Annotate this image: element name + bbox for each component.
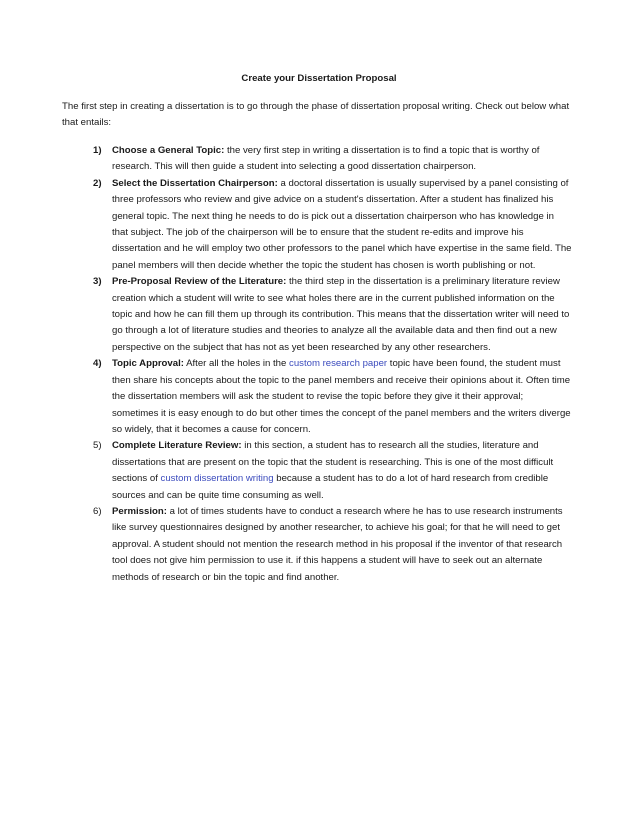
item-number: 5) bbox=[93, 440, 102, 452]
document-title: Create your Dissertation Proposal bbox=[241, 73, 397, 84]
item-text: in this section, a student has to research all the studies, literature and dissertations that are present on the topic that the student is researching. This is one of the most difficult sections of bbox=[112, 440, 554, 485]
item-text: a doctoral dissertation is usually supervised by a panel consisting of three professors who review and give advice on a student's dissertation. After a student has finalized his general topic. The next thing he needs to do is pick out a dissertation chairperson who has knowledge in that subject. The job of the chairperson will be to ensure that the student re-edits and improve his dissertation and he will employ two other professors to the panel which have expertise in the same field. The panel members will then decide whether the topic the student has chosen is worth publishing or not. bbox=[112, 177, 572, 271]
custom-dissertation-writing-link[interactable]: custom dissertation writing bbox=[160, 473, 274, 485]
intro-paragraph: The first step in creating a dissertation is to go through the phase of dissertation proposal writing. Check out below what that entails: bbox=[62, 101, 570, 129]
item-title: Choose a General Topic: bbox=[112, 145, 225, 156]
item-number: 6) bbox=[93, 505, 102, 517]
list-item bbox=[62, 438, 572, 504]
item-number: 3) bbox=[93, 276, 102, 288]
item-number: 2) bbox=[93, 177, 102, 189]
list-item bbox=[62, 504, 572, 586]
proposal-steps-list bbox=[62, 143, 572, 586]
list-item bbox=[62, 274, 572, 356]
item-title: Pre-Proposal Review of the Literature: bbox=[112, 276, 287, 288]
item-text: the very first step in writing a dissertation is to find a topic that is worthy of research. This will then guide a student into selecting a good dissertation chairperson. bbox=[112, 145, 540, 173]
item-title: Select the Dissertation Chairperson: bbox=[112, 177, 278, 189]
item-number: 4) bbox=[93, 358, 102, 370]
item-text: because a student has to do a lot of hard research from credible sources and can be quite time consuming as well. bbox=[112, 473, 549, 501]
item-title: Complete Literature Review: bbox=[112, 440, 242, 452]
item-title: Permission: bbox=[112, 505, 167, 517]
item-text: topic have been found, the student must then share his concepts about the topic to the panel members and receive their opinions about it. Often time the dissertation members will ask the student to revise the topic before they give it their approval; sometimes it is easy enough to do but other times the concept of the panel members and the writers diverge so widely, that it becomes a cause for concern. bbox=[112, 358, 571, 435]
item-title: Topic Approval: bbox=[112, 358, 184, 370]
item-number: 1) bbox=[93, 145, 102, 156]
list-item bbox=[62, 176, 572, 274]
item-text: a lot of times students have to conduct a research where he has to use research instruments like survey questionnaires designed by another researcher, to achieve his goal; for that he will need to get approval. A student should not mention the research method in his proposal if the inventor of that research tool does not give him permission to use it. if this happens a student will have to seek out an alternate methods of research or bin the topic and find another. bbox=[112, 505, 563, 583]
item-text: the third step in the dissertation is a preliminary literature review creation which a student will write to see what holes there are in the current published information on the topic and how he can fill them up through its contribution. This means that the dissertation writer will need to go through a lot of literature studies and theories to analyze all the available data and then find out a new perspective on the subject that has not as yet been researched by any other researchers. bbox=[112, 276, 570, 353]
item-text: After all the holes in the bbox=[183, 358, 290, 370]
list-item bbox=[62, 143, 572, 176]
custom-research-paper-link[interactable]: custom research paper bbox=[289, 358, 388, 370]
list-item bbox=[62, 356, 572, 438]
